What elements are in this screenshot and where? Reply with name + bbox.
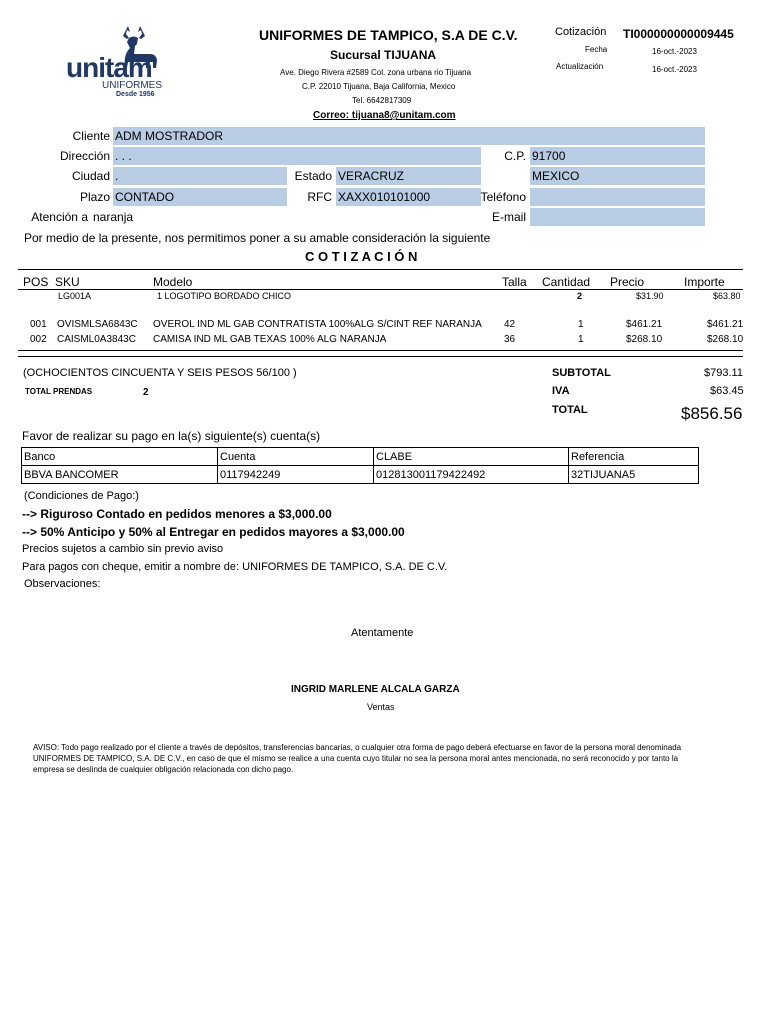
row-modelo: OVEROL IND ML GAB CONTRATISTA 100%ALG S/CINT REF NARANJA xyxy=(153,319,482,330)
row-cantidad: 1 xyxy=(578,319,584,330)
logo-row-modelo: 1 LOGOTIPO BORDADO CHICO xyxy=(157,291,292,301)
row-sku: OVISMLSA6843C xyxy=(57,319,138,330)
atencion-label: Atención a xyxy=(31,210,88,224)
th-importe: Importe xyxy=(684,275,725,289)
plazo-field: CONTADO xyxy=(113,188,287,206)
row-precio: $268.10 xyxy=(626,334,663,345)
row-talla: 42 xyxy=(504,319,516,330)
bank-header-banco: Banco xyxy=(22,448,218,466)
logo-sub: UNIFORMES xyxy=(102,80,162,91)
company-phone: Tel. 6642817309 xyxy=(352,96,412,105)
table-bottom-rule-1 xyxy=(18,350,743,351)
direccion-field: . . . xyxy=(113,147,481,165)
table-top-rule xyxy=(18,269,743,270)
condition-2: --> 50% Anticipo y 50% al Entregar en pedidos mayores a $3,000.00 xyxy=(22,525,405,539)
payment-intro: Favor de realizar su pago en la(s) siguiente(s) cuenta(s) xyxy=(22,429,321,443)
rfc-label: RFC xyxy=(307,190,332,204)
row-importe: $268.10 xyxy=(707,334,744,345)
quote-label: Cotización xyxy=(555,26,607,38)
pais-field: MEXICO xyxy=(530,167,705,185)
company-email: Correo: tijuana8@unitam.com xyxy=(313,110,456,121)
cheque-note: Para pagos con cheque, emitir a nombre de: UNIFORMES DE TAMPICO, S.A. DE C.V. xyxy=(22,561,448,573)
th-precio: Precio xyxy=(610,275,645,289)
email-field xyxy=(530,208,705,226)
quote-number: TI000000000009445 xyxy=(623,27,734,41)
prices-note: Precios sujetos a cambio sin previo aviso xyxy=(22,543,224,555)
amount-in-words: (OCHOCIENTOS CINCUENTA Y SEIS PESOS 56/100 ) xyxy=(23,367,297,379)
direccion-label: Dirección xyxy=(59,149,110,163)
intro-text: Por medio de la presente, nos permitimos poner a su amable consideración la siguiente xyxy=(24,231,491,245)
logo-row-importe: $63.80 xyxy=(713,291,741,301)
iva-value: $63.45 xyxy=(710,385,744,397)
th-pos: POS xyxy=(23,275,49,289)
total-prendas-value: 2 xyxy=(143,387,149,398)
row-pos: 002 xyxy=(30,334,47,345)
telefono-label: Teléfono xyxy=(480,190,526,204)
legal-notice: AVISO: Todo pago realizado por el cliente a través de depósitos, transferencias bancarias, o cualquier otra forma de pago deberá efectuarse en favor de la persona moral denominada UNIFORMES DE TAMPICO, S.A. DE C.V., en caso de que el mismo se realice a una cuenta cuyo titular no sea la persona moral antes mencionada, no será reconocido y por tanto la empresa se deslinda de cualquier obligación relacionada con dicho pago. xyxy=(33,743,682,774)
conditions-title: (Condiciones de Pago:) xyxy=(24,490,139,502)
row-sku: CAISML0A3843C xyxy=(57,334,136,345)
iva-label: IVA xyxy=(552,385,570,397)
cp-label: C.P. xyxy=(504,149,526,163)
email-label: E-mail xyxy=(491,210,526,224)
company-address-2: C.P. 22010 Tijuana, Baja California, Mexico xyxy=(302,82,456,91)
total-label: TOTAL xyxy=(552,404,588,416)
telefono-field xyxy=(530,188,705,206)
logo-row-cantidad: 2 xyxy=(577,291,583,301)
row-talla: 36 xyxy=(504,334,516,345)
company-branch: Sucursal TIJUANA xyxy=(330,48,437,62)
bank-cuenta: 0117942249 xyxy=(218,466,374,484)
atencion-value: naranja xyxy=(93,210,134,224)
bank-banco: BBVA BANCOMER xyxy=(22,466,218,484)
th-cantidad: Cantidad xyxy=(542,275,591,289)
update-label: Actualización xyxy=(556,62,604,71)
observaciones-label: Observaciones: xyxy=(24,578,101,590)
company-logo xyxy=(66,24,172,102)
update-value: 16-oct.-2023 xyxy=(652,65,697,74)
estado-label: Estado xyxy=(294,169,332,183)
bank-clabe: 012813001179422492 xyxy=(374,466,569,484)
bank-referencia: 32TIJUANA5 xyxy=(569,466,699,484)
cp-field: 91700 xyxy=(530,147,705,165)
subtotal-value: $793.11 xyxy=(704,367,743,379)
bank-table-row xyxy=(22,466,699,484)
bank-header-clabe: CLABE xyxy=(374,448,569,466)
row-modelo: CAMISA IND ML GAB TEXAS 100% ALG NARANJA xyxy=(153,334,387,345)
subtotal-label: SUBTOTAL xyxy=(552,367,611,379)
company-name: UNIFORMES DE TAMPICO, S.A DE C.V. xyxy=(259,27,518,43)
bank-header-cuenta: Cuenta xyxy=(218,448,374,466)
bank-accounts-table xyxy=(21,447,699,484)
signature-role: Ventas xyxy=(367,702,395,712)
logo-row-precio: $31.90 xyxy=(636,291,664,301)
document-title: C O T I Z A C I Ó N xyxy=(305,249,418,264)
th-sku: SKU xyxy=(55,275,80,289)
th-modelo: Modelo xyxy=(153,275,193,289)
signature-greeting: Atentamente xyxy=(351,627,414,639)
row-precio: $461.21 xyxy=(626,319,663,330)
date-value: 16-oct.-2023 xyxy=(652,47,697,56)
th-talla: Talla xyxy=(502,275,527,289)
cliente-label: Cliente xyxy=(72,129,110,143)
cliente-field: ADM MOSTRADOR xyxy=(113,127,705,145)
bank-table-header xyxy=(22,448,699,466)
rfc-field: XAXX010101000 xyxy=(336,188,481,206)
logo-since: Desde 1956 xyxy=(116,91,155,98)
company-address-1: Ave. Diego Rivera #2589 Col. zona urbana rio Tijuana xyxy=(280,68,472,77)
table-header-rule xyxy=(18,289,743,290)
condition-1: --> Riguroso Contado en pedidos menores a $3,000.00 xyxy=(22,507,332,521)
signature-name: INGRID MARLENE ALCALA GARZA xyxy=(291,684,460,695)
estado-field: VERACRUZ xyxy=(336,167,481,185)
total-value: $856.56 xyxy=(681,404,743,423)
bank-header-referencia: Referencia xyxy=(569,448,699,466)
row-pos: 001 xyxy=(30,319,47,330)
row-cantidad: 1 xyxy=(578,334,584,345)
table-bottom-rule-2 xyxy=(18,356,743,357)
logo-brand: unitam xyxy=(66,52,152,83)
date-label: Fecha xyxy=(585,45,608,54)
ciudad-field: . xyxy=(113,167,287,185)
ciudad-label: Ciudad xyxy=(71,169,110,183)
logo-row-sku: LG001A xyxy=(58,291,92,301)
row-importe: $461.21 xyxy=(707,319,744,330)
plazo-label: Plazo xyxy=(79,190,110,204)
total-prendas-label: TOTAL PRENDAS xyxy=(25,387,93,396)
